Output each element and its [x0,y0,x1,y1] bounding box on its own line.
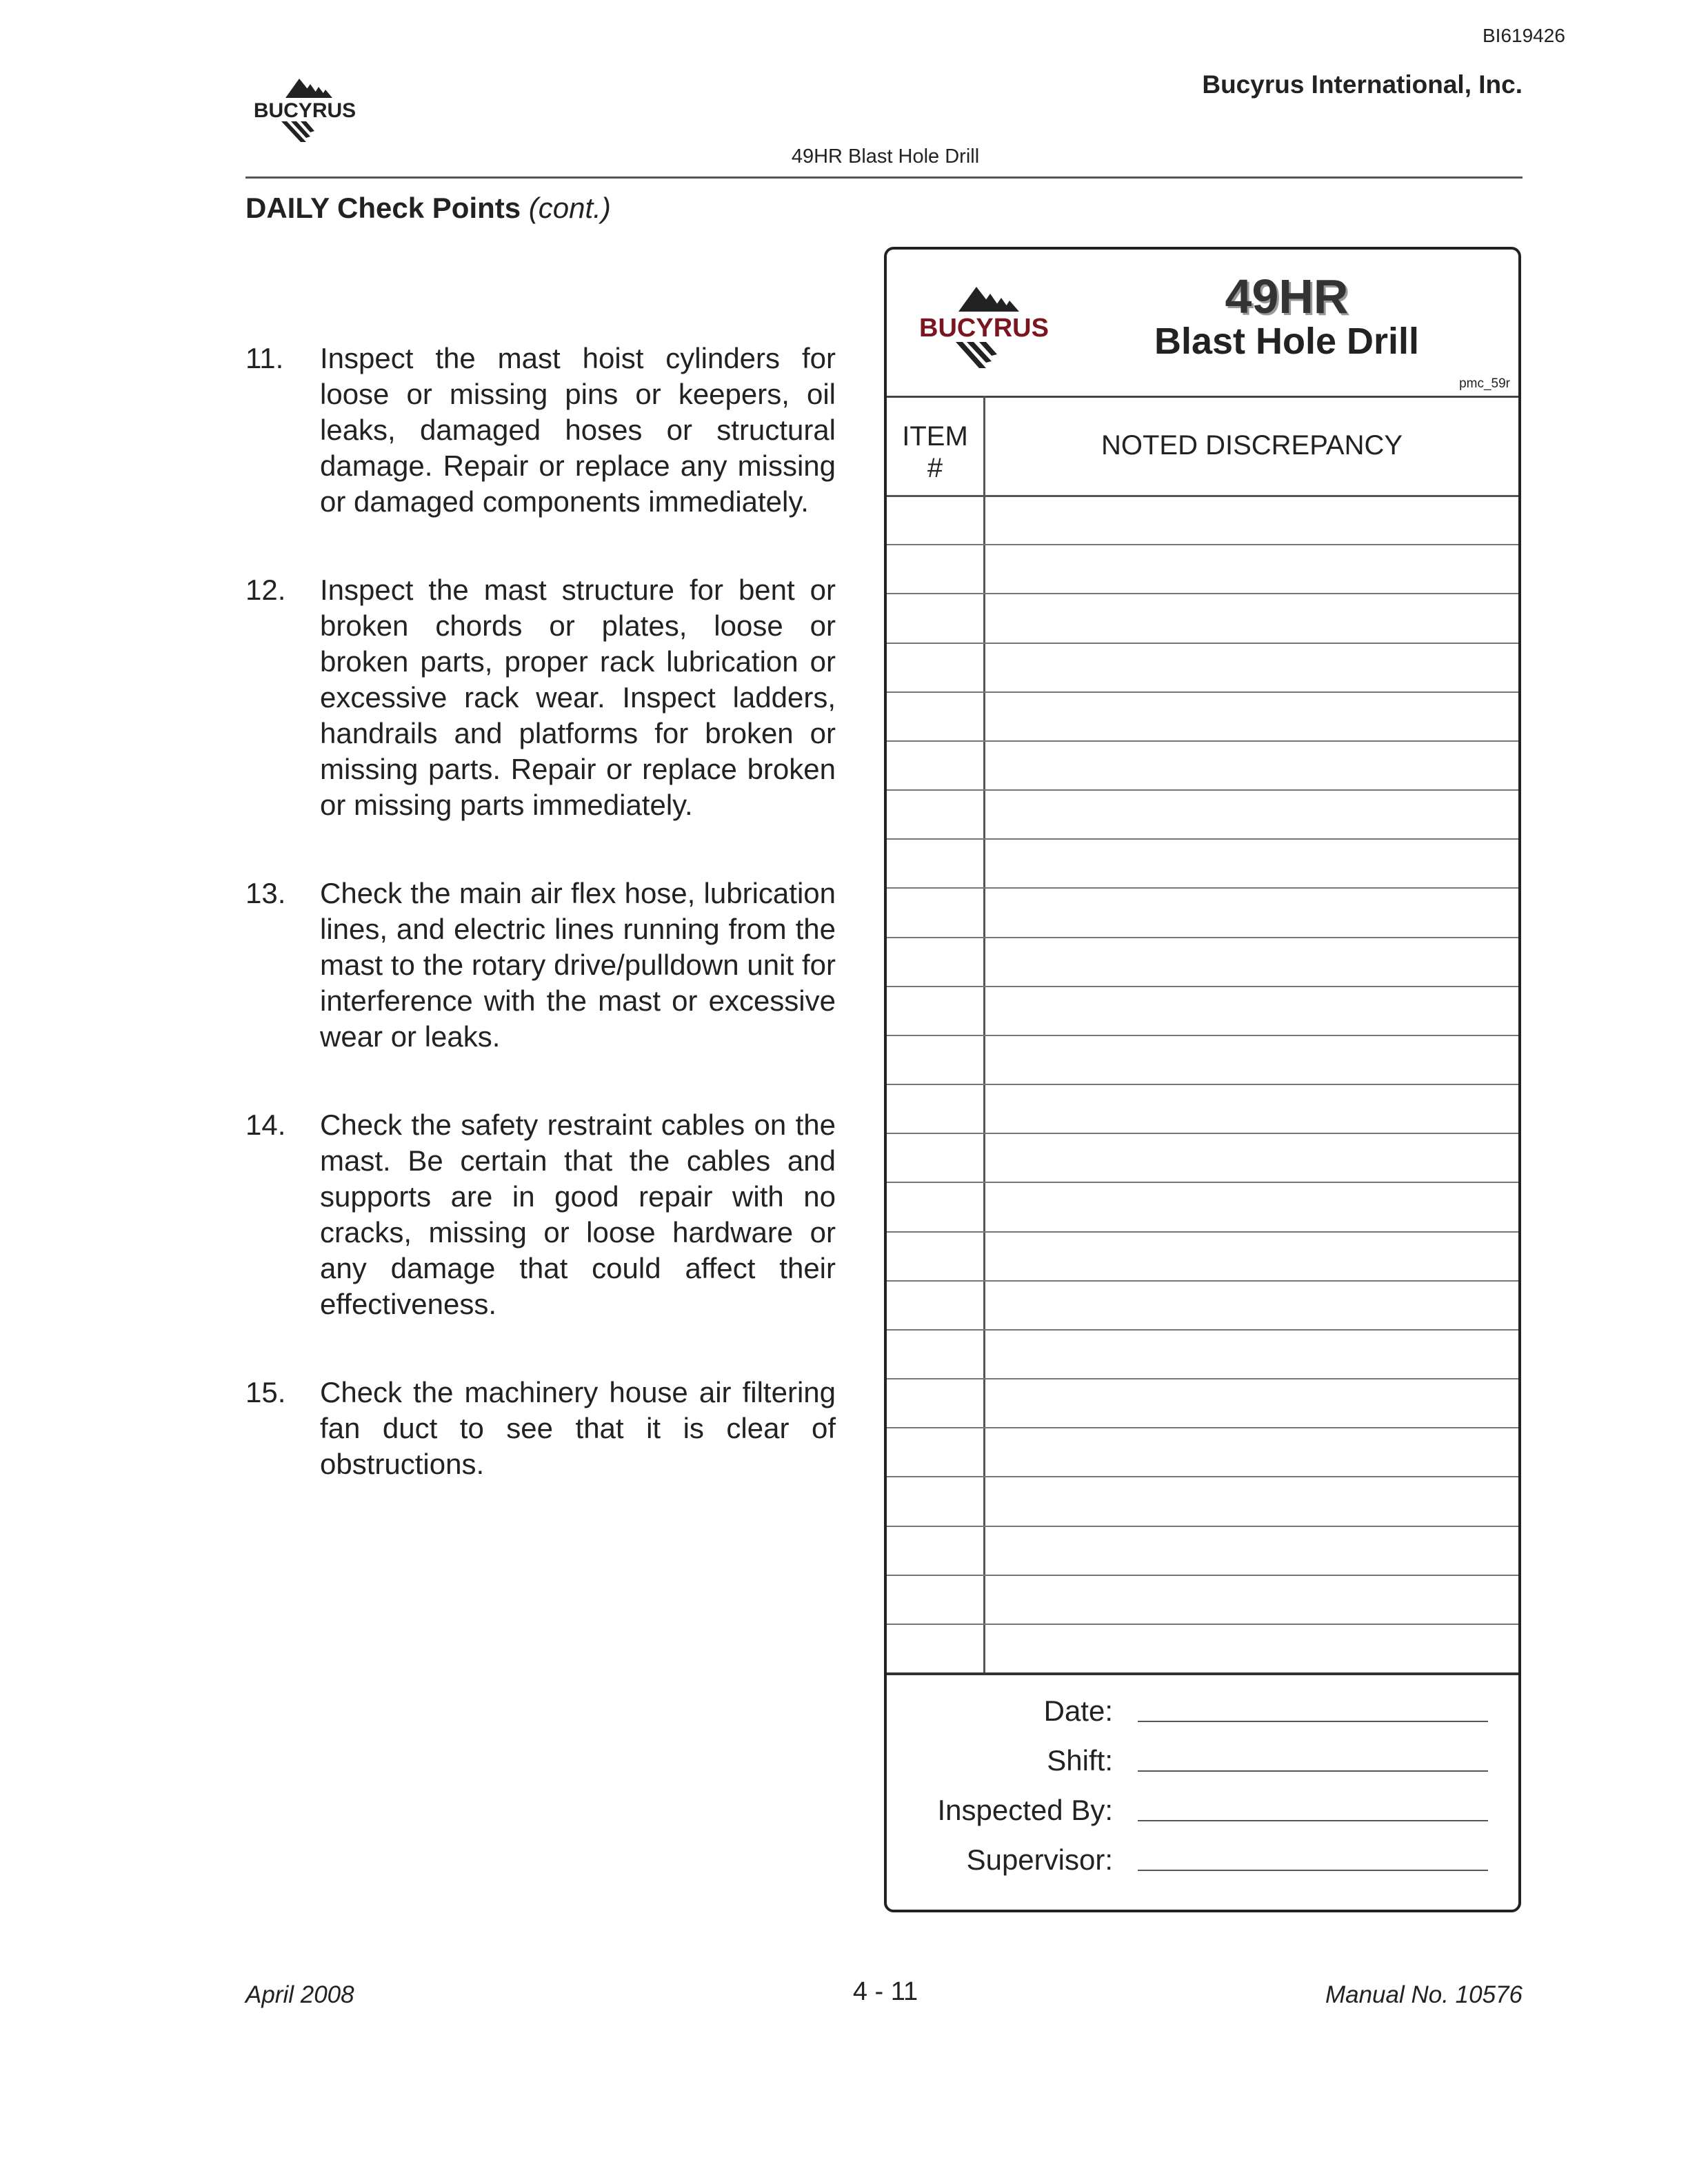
table-row-line [887,1329,1518,1331]
card-model-subtitle: Blast Hole Drill [1154,321,1420,362]
item-text: Inspect the mast hoist cylinders for loose or missing pins or keepers, oil leaks, damaged hoses or structural damage. Repair or replace any missing or damaged components immediately. [320,342,836,518]
table-row-line [887,838,1518,840]
card-model: 49HR [1225,270,1349,323]
item-number: 15. [245,1376,286,1408]
item-text: Inspect the mast structure for bent or broken chords or plates, loose or broken parts, proper rack lubrication or excessive rack wear. Inspect ladders, handrails and platforms for broken or missing parts. Repair or replace broken or missing parts immediately. [320,574,836,821]
check-point-item [245,1107,836,1322]
table-row-line [887,1378,1518,1379]
table-row-line [887,1624,1518,1625]
table-row-line [887,1476,1518,1477]
company-name: Bucyrus International, Inc. [1202,70,1523,99]
inspected-by-label: Inspected By: [937,1794,1113,1826]
column-header-item [887,421,983,484]
section-title-text: DAILY Check Points [245,192,521,224]
card-footer-divider [887,1672,1518,1675]
column-header-discrepancy: NOTED DISCREPANCY [1101,430,1403,461]
inspected-by-field[interactable] [1138,1820,1488,1821]
bucyrus-logo [243,72,367,154]
table-header [887,396,1518,497]
document-id: BI619426 [1483,25,1565,46]
card-code: pmc_59r [1459,376,1510,391]
column-divider [983,396,985,1672]
check-point-item [245,341,836,520]
item-text: Check the machinery house air filtering fan duct to see that it is clear of obstructions. [320,1376,836,1480]
header-divider [245,176,1523,179]
table-row-line [887,937,1518,938]
table-row-line [887,1035,1518,1036]
table-row-line [887,1133,1518,1134]
table-row-line [887,1231,1518,1233]
supervisor-label: Supervisor: [966,1843,1113,1876]
table-row-line [887,1182,1518,1183]
table-row-line [887,643,1518,644]
table-row-line [887,1280,1518,1282]
footer-date: April 2008 [245,1981,354,2008]
table-row-line [887,593,1518,594]
check-point-item [245,876,836,1055]
table-row-line [887,1427,1518,1428]
date-label: Date: [1043,1695,1113,1727]
column-header-item-line2: # [927,453,943,483]
table-row-line [887,1526,1518,1527]
table-row-line [887,789,1518,791]
table-row-line [887,887,1518,889]
bucyrus-logo [905,277,1063,381]
item-number: 11. [245,342,284,374]
table-row-line [887,1575,1518,1576]
discrepancy-card [884,247,1521,1912]
card-header [887,250,1518,398]
document-subtitle: 49HR Blast Hole Drill [791,145,980,168]
item-number: 13. [245,877,286,909]
page-number: 4 - 11 [852,1977,918,2006]
table-row-line [887,986,1518,987]
logo-text: BUCYRUS [253,99,356,122]
section-title-suffix: (cont.) [528,192,611,224]
section-title [245,192,611,225]
check-point-item [245,1375,836,1482]
manual-number: Manual No. 10576 [1325,1981,1523,2008]
item-number: 14. [245,1109,286,1141]
supervisor-field[interactable] [1138,1870,1488,1871]
check-point-item [245,572,836,823]
item-text: Check the main air flex hose, lubrication lines, and electric lines running from the mast to the rotary drive/pulldown unit for interference with the mast or excessive wear or leaks. [320,877,836,1053]
column-header-item-line1: ITEM [902,421,968,452]
logo-text: BUCYRUS [919,314,1049,343]
date-field[interactable] [1138,1721,1488,1722]
table-row-line [887,544,1518,545]
table-row-line [887,740,1518,742]
table-row-line [887,1084,1518,1085]
item-number: 12. [245,574,286,606]
item-text: Check the safety restraint cables on the mast. Be certain that the cables and supports are in good repair with no cracks, missing or loose hardware or any damage that could affect their effectiveness. [320,1109,836,1320]
shift-label: Shift: [1047,1744,1113,1777]
table-row-line [887,691,1518,693]
shift-field[interactable] [1138,1770,1488,1772]
